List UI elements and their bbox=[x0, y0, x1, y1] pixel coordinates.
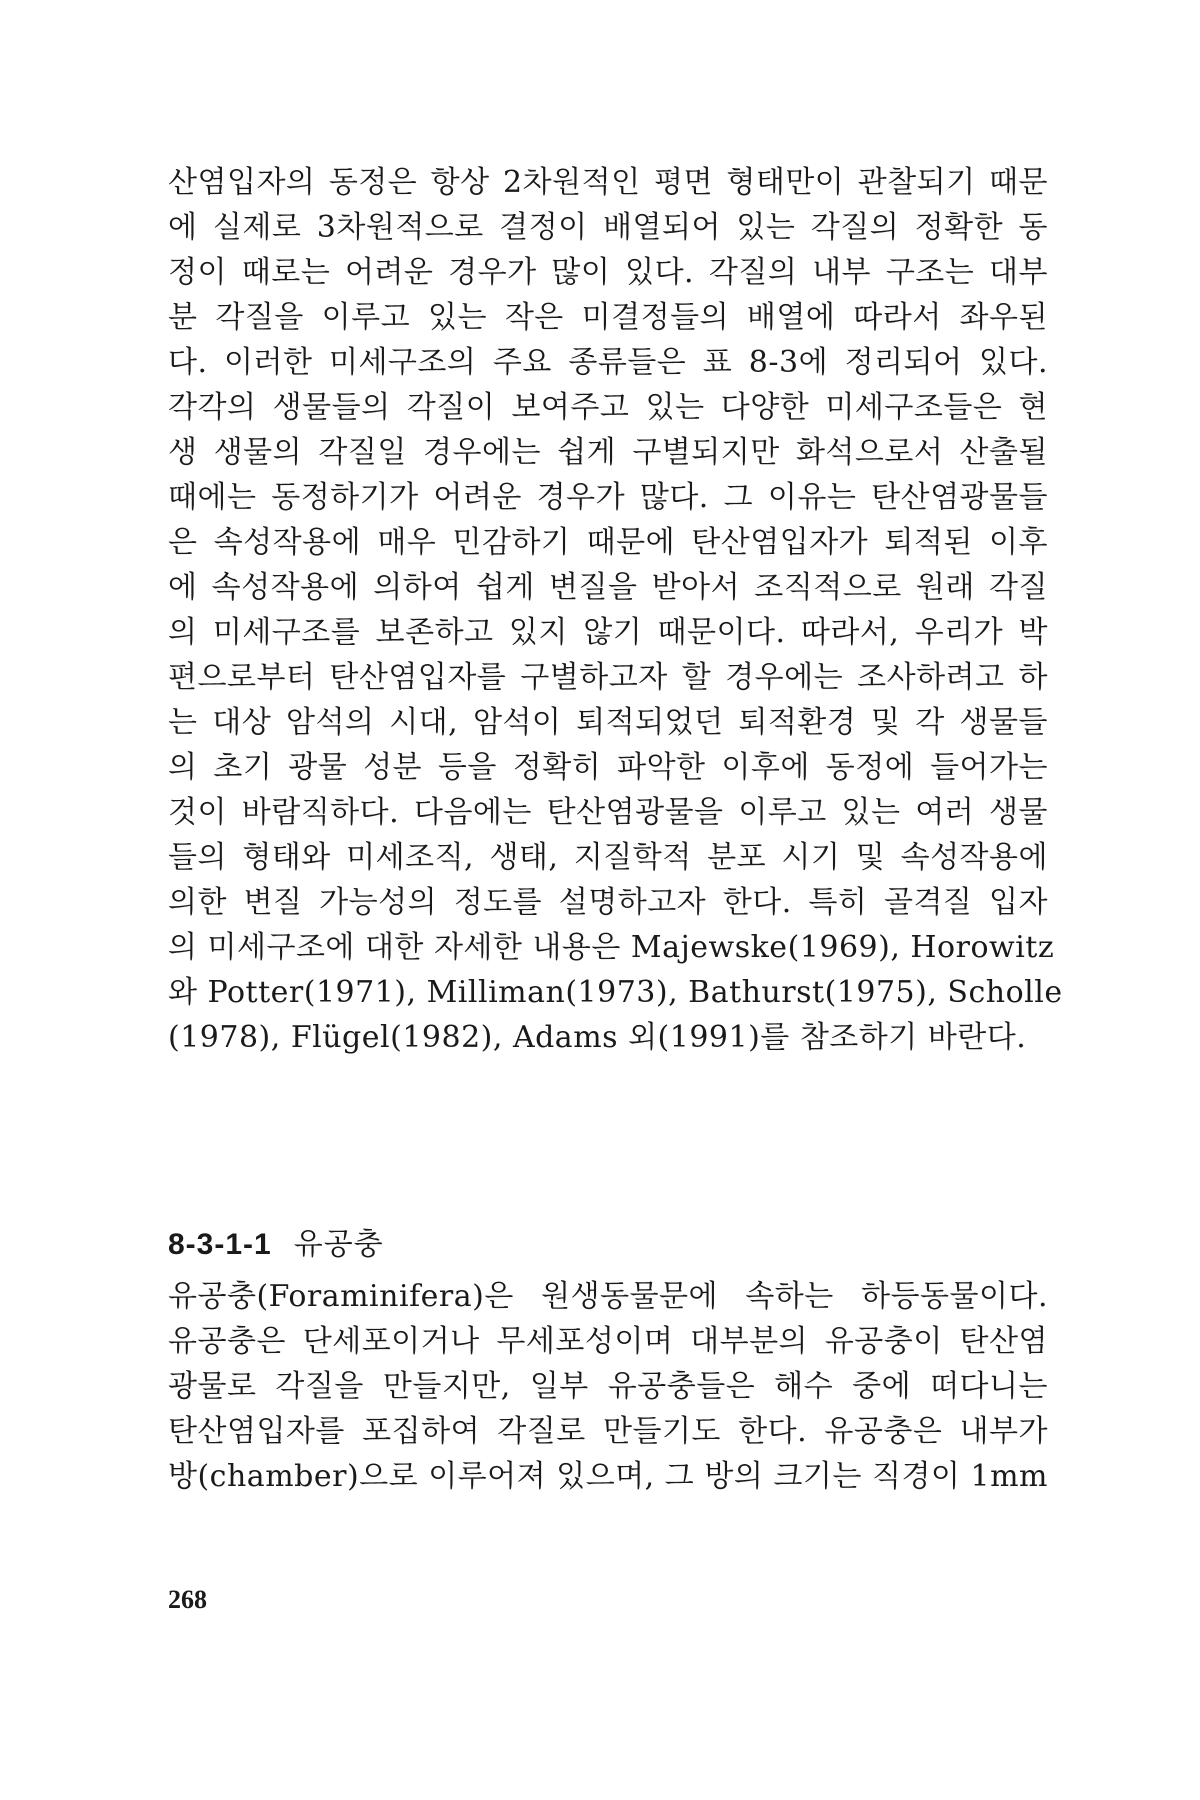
text-line: 것이 바람직하다. 다음에는 탄산염광물을 이루고 있는 여러 생물 bbox=[168, 795, 1048, 830]
section-heading bbox=[168, 1220, 384, 1270]
text-line: 분 각질을 이루고 있는 작은 미결정들의 배열에 따라서 좌우된 bbox=[168, 300, 1048, 335]
text-line: 편으로부터 탄산염입자를 구별하고자 할 경우에는 조사하려고 하 bbox=[168, 660, 1048, 695]
text-line: 유공충은 단세포이거나 무세포성이며 대부분의 유공충이 탄산염 bbox=[168, 1324, 1048, 1359]
text-line: 때에는 동정하기가 어려운 경우가 많다. 그 이유는 탄산염광물들 bbox=[168, 480, 1048, 515]
text-line: 들의 형태와 미세조직, 생태, 지질학적 분포 시기 및 속성작용에 bbox=[168, 840, 1048, 875]
text-line: (1978), Flügel(1982), Adams 외(1991)를 참조하기 바란다. bbox=[168, 1020, 1027, 1055]
text-line: 생 생물의 각질일 경우에는 쉽게 구별되지만 화석으로서 산출될 bbox=[168, 435, 1048, 470]
text-line: 은 속성작용에 매우 민감하기 때문에 탄산염입자가 퇴적된 이후 bbox=[168, 525, 1048, 560]
text-line: 정이 때로는 어려운 경우가 많이 있다. 각질의 내부 구조는 대부 bbox=[168, 255, 1048, 290]
text-line: 유공충(Foraminifera)은 원생동물문에 속하는 하등동물이다. bbox=[168, 1279, 1048, 1314]
text-line: 는 대상 암석의 시대, 암석이 퇴적되었던 퇴적환경 및 각 생물들 bbox=[168, 705, 1048, 740]
text-line: 와 Potter(1971), Milliman(1973), Bathurst(1975), Scholle bbox=[168, 975, 1063, 1010]
text-line: 각각의 생물들의 각질이 보여주고 있는 다양한 미세구조들은 현 bbox=[168, 390, 1048, 425]
text-line: 에 속성작용에 의하여 쉽게 변질을 받아서 조직적으로 원래 각질 bbox=[168, 570, 1048, 605]
text-line: 탄산염입자를 포집하여 각질로 만들기도 한다. 유공충은 내부가 bbox=[168, 1414, 1048, 1449]
text-line: 다. 이러한 미세구조의 주요 종류들은 표 8-3에 정리되어 있다. bbox=[168, 345, 1048, 380]
text-line: 방(chamber)으로 이루어져 있으며, 그 방의 크기는 직경이 1mm bbox=[168, 1459, 1048, 1494]
section-number: 8-3-1-1 bbox=[168, 1228, 272, 1261]
text-line: 의한 변질 가능성의 정도를 설명하고자 한다. 특히 골격질 입자 bbox=[168, 885, 1048, 920]
page-number: 268 bbox=[168, 1585, 207, 1614]
section-title: 유공충 bbox=[293, 1227, 384, 1262]
text-line: 에 실제로 3차원적으로 결정이 배열되어 있는 각질의 정확한 동 bbox=[168, 210, 1048, 245]
text-line: 산염입자의 동정은 항상 2차원적인 평면 형태만이 관찰되기 때문 bbox=[168, 165, 1048, 200]
text-line: 의 미세구조를 보존하고 있지 않기 때문이다. 따라서, 우리가 박 bbox=[168, 615, 1048, 650]
text-line: 의 미세구조에 대한 자세한 내용은 Majewske(1969), Horowitz bbox=[168, 930, 1055, 965]
text-line: 광물로 각질을 만들지만, 일부 유공충들은 해수 중에 떠다니는 bbox=[168, 1369, 1048, 1404]
text-line: 의 초기 광물 성분 등을 정확히 파악한 이후에 동정에 들어가는 bbox=[168, 750, 1048, 785]
